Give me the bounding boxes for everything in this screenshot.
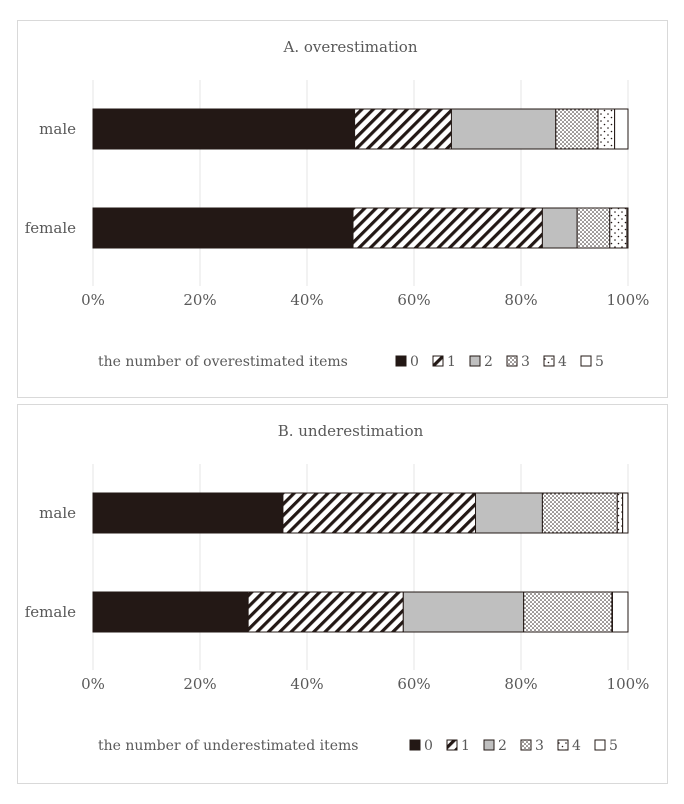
bar-segment: [577, 208, 610, 248]
legend-swatch: [507, 356, 517, 366]
category-label: male: [39, 120, 76, 138]
x-tick-label: 100%: [606, 675, 650, 693]
overestimation-panel: [17, 20, 668, 398]
x-tick-label: 60%: [397, 675, 431, 693]
legend-swatch: [558, 740, 568, 750]
x-tick-label: 20%: [183, 291, 217, 309]
legend-label: 4: [558, 354, 567, 370]
bar-segment: [403, 592, 523, 632]
bar-segment: [612, 592, 628, 632]
legend-swatch: [433, 356, 443, 366]
legend-swatch: [447, 740, 457, 750]
legend-swatch: [484, 740, 494, 750]
bar-segment: [615, 109, 628, 149]
bar-segment: [93, 208, 353, 248]
bar-segment: [353, 208, 542, 248]
legend-swatch: [396, 356, 406, 366]
legend-swatch: [581, 356, 591, 366]
bar-segment: [556, 109, 598, 149]
chart-title: B. underestimation: [277, 422, 424, 440]
legend-swatch: [470, 356, 480, 366]
legend-title: the number of overestimated items: [98, 354, 348, 370]
legend-swatch: [521, 740, 531, 750]
legend-swatch: [410, 740, 420, 750]
bar-segment: [451, 109, 555, 149]
bar-segment: [598, 109, 615, 149]
underestimation-chart: [18, 405, 667, 783]
legend-label: 1: [447, 354, 456, 370]
x-tick-label: 40%: [290, 675, 324, 693]
legend-label: 2: [484, 354, 493, 370]
legend-title: the number of underestimated items: [98, 738, 359, 754]
x-tick-label: 20%: [183, 675, 217, 693]
category-label: female: [24, 603, 76, 621]
bar-segment: [93, 493, 283, 533]
x-tick-label: 40%: [290, 291, 324, 309]
x-tick-label: 0%: [81, 291, 105, 309]
x-tick-label: 80%: [504, 291, 538, 309]
x-tick-label: 100%: [606, 291, 650, 309]
bar-segment: [93, 592, 248, 632]
bar-segment: [542, 208, 577, 248]
bar-segment: [524, 592, 612, 632]
legend-label: 3: [521, 354, 530, 370]
x-tick-label: 80%: [504, 675, 538, 693]
legend-label: 1: [461, 738, 470, 754]
category-label: male: [39, 504, 76, 522]
legend-label: 3: [535, 738, 544, 754]
bar-segment: [617, 493, 622, 533]
bar-segment: [476, 493, 543, 533]
x-tick-label: 60%: [397, 291, 431, 309]
category-label: female: [24, 219, 76, 237]
legend-label: 2: [498, 738, 507, 754]
legend-label: 5: [595, 354, 604, 370]
legend-swatch: [595, 740, 605, 750]
bar-segment: [248, 592, 403, 632]
chart-title: A. overestimation: [283, 38, 418, 56]
x-tick-label: 0%: [81, 675, 105, 693]
legend-label: 5: [609, 738, 618, 754]
bar-segment: [627, 208, 628, 248]
bar-segment: [542, 493, 617, 533]
underestimation-panel: [17, 404, 668, 784]
legend-swatch: [544, 356, 554, 366]
legend-label: 0: [410, 354, 419, 370]
bar-segment: [283, 493, 476, 533]
legend-label: 0: [424, 738, 433, 754]
bar-segment: [623, 493, 628, 533]
bar-segment: [355, 109, 452, 149]
bar-segment: [610, 208, 627, 248]
legend-label: 4: [572, 738, 581, 754]
overestimation-chart: [18, 21, 667, 397]
bar-segment: [93, 109, 355, 149]
